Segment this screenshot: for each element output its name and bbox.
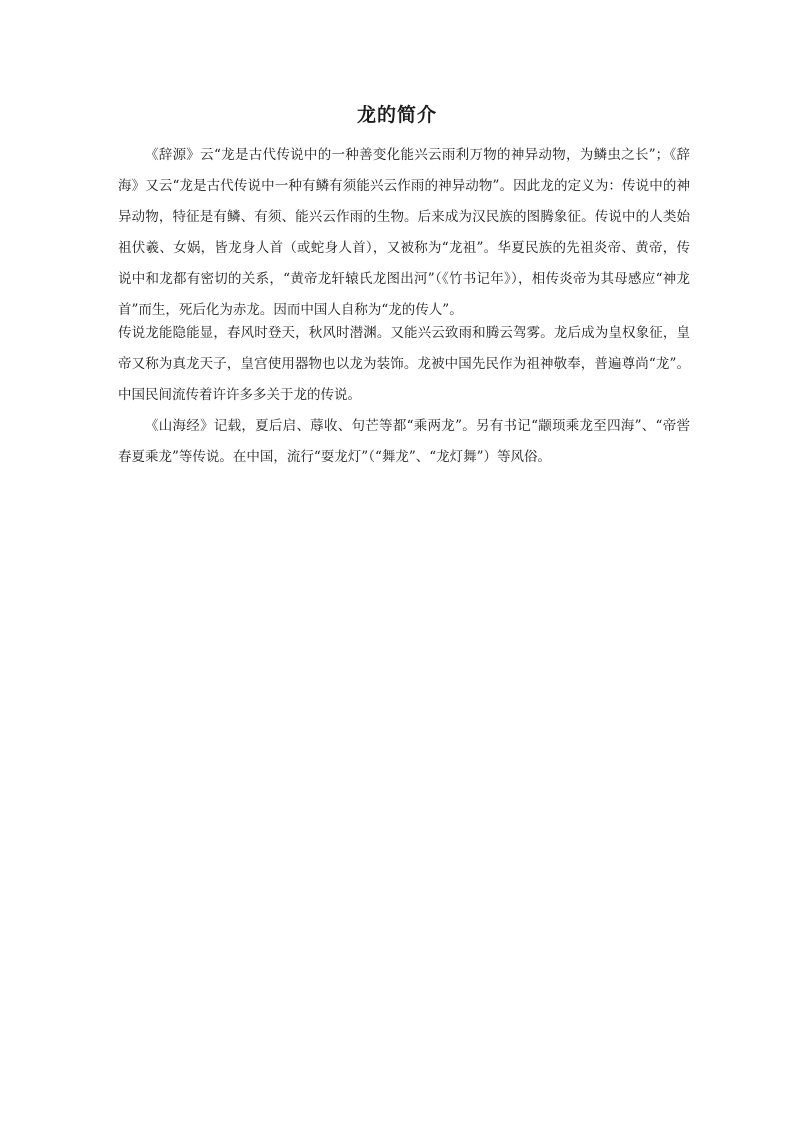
- paragraph-3: 《山海经》记载，夏后启、蓐收、句芒等都“乘两龙”。另有书记“颛顼乘龙至四海”、“帝喾春夏乘龙”等传说。在中国，流行“耍龙灯”（“舞龙”、“龙灯舞”）等风俗。: [118, 418, 690, 465]
- paragraph-2: 传说龙能隐能显，春风时登天，秋风时潜渊。又能兴云致雨和腾云驾雾。龙后成为皇权象征，皇帝又称为真龙天子，皇宫使用器物也以龙为装饰。龙被中国先民作为祖神敬奉，普遍尊尚“龙”。中国民间流传着许许多多关于龙的传说。: [118, 325, 690, 403]
- document-title: 龙的简介: [356, 104, 437, 126]
- document-body: [118, 140, 690, 473]
- paragraph-1: 《辞源》云“龙是古代传说中的一种善变化能兴云雨利万物的神异动物，为鳞虫之长”；《辞海》又云“龙是古代传说中一种有鳞有须能兴云作雨的神异动物”。因此龙的定义为：传说中的神异动物，特征是有鳞、有须、能兴云作雨的生物。后来成为汉民族的图腾象征。传说中的人类始祖伏羲、女娲，皆龙身人首（或蛇身人首），又被称为“龙祖”。华夏民族的先祖炎帝、黄帝，传说中和龙都有密切的关系，“黄帝龙轩辕氏龙图出河”（《竹书记年》），相传炎帝为其母感应“神龙首”而生，死后化为赤龙。因而中国人自称为“龙的传人”。: [118, 147, 690, 318]
